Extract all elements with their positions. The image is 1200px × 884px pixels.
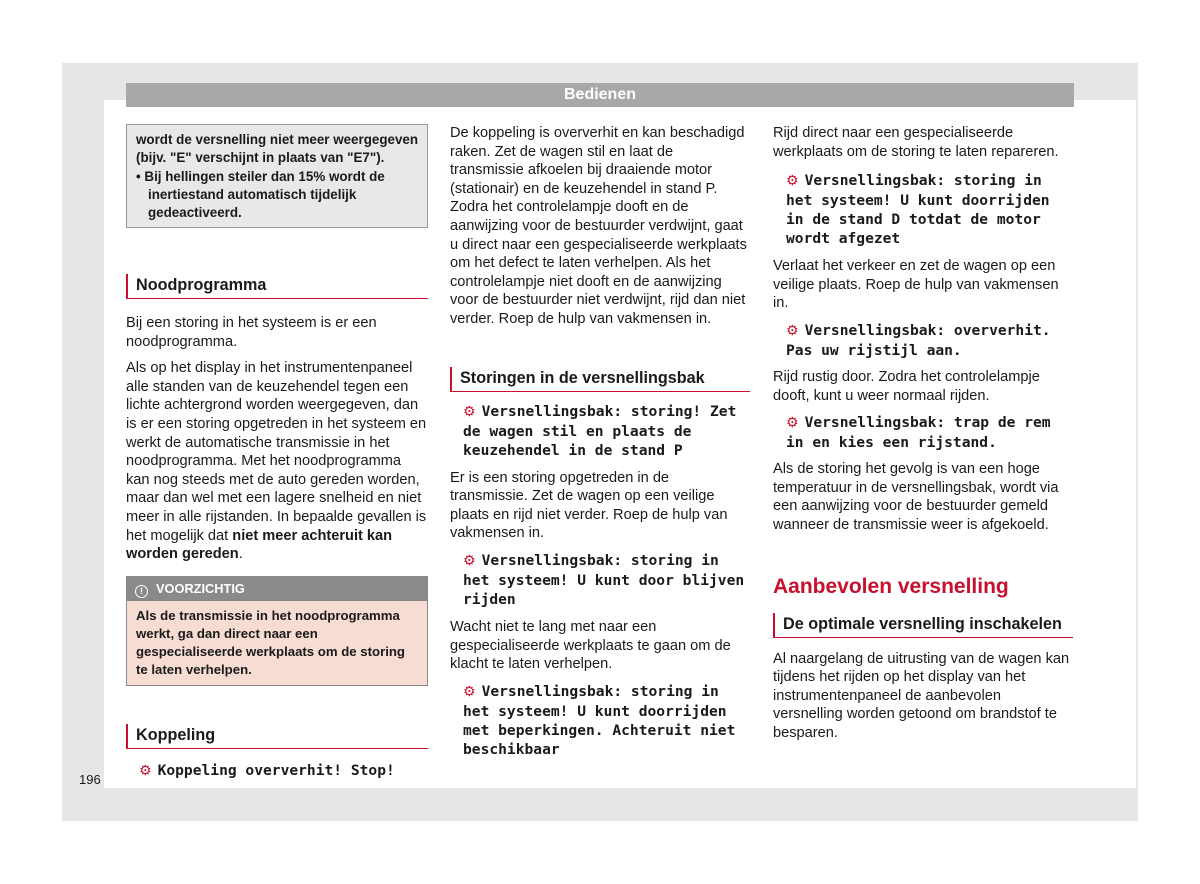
caution-text: Als de transmissie in het noodprogramma werkt, ga dan direct naar een gespecialiseerde werkplaats om de storing te laten verhelpen. <box>127 601 427 685</box>
paragraph: Er is een storing opgetreden in de transmissie. Zet de wagen op een veilige plaats en rijd niet verder. Roep de hulp van vakmensen in. <box>450 469 728 542</box>
warning-icon: ⚙ <box>463 683 476 700</box>
column-1 <box>126 124 428 781</box>
paragraph: Verlaat het verkeer en zet de wagen op een veilige plaats. Roep de hulp van vakmensen in. <box>773 258 1059 312</box>
column-2 <box>450 124 750 759</box>
section-heading-noodprogramma: Noodprogramma <box>126 274 428 299</box>
warning-icon: ⚙ <box>139 762 152 779</box>
warning-message: ⚙ Versnellingsbak: storing in het systeem! U kunt doorrijden met beperkingen. Achteruit niet beschikbaar <box>463 682 736 758</box>
paragraph: Als de storing het gevolg is van een hoge temperatuur in de versnellingsbak, wordt via een aanwijzing voor de bestuurder gemeld wanneer de transmissie weer is afgekoeld. <box>773 461 1059 533</box>
section-heading-optimale-versnelling: De optimale versnelling inschakelen <box>773 613 1073 638</box>
warning-message: ⚙ Versnellingsbak: storing in het systeem! U kunt doorrijden in de stand D totdat de motor wordt afgezet <box>786 172 1050 248</box>
paragraph: Rijd rustig door. Zodra het controlelampje dooft, kunt u weer normaal rijden. <box>773 368 1040 404</box>
warning-icon: ⚙ <box>786 173 799 190</box>
caution-icon: ! <box>135 585 148 598</box>
warning-icon: ⚙ <box>463 552 476 569</box>
warning-icon: ⚙ <box>786 322 799 339</box>
section-heading-storingen: Storingen in de versnellingsbak <box>450 367 750 392</box>
warning-message: ⚙ Koppeling oververhit! Stop! <box>139 761 395 779</box>
paragraph: Al naargelang de uitrusting van de wagen kan tijdens het rijden op het display van het instrumentenpaneel de aanbevolen versnelling worden getoond om brandstof te besparen. <box>773 650 1070 741</box>
note-text: wordt de versnelling niet meer weergegeven (bijv. "E" verschijnt in plaats van "E7"). <box>136 132 419 165</box>
paragraph: Rijd direct naar een gespecialiseerde werkplaats om de storing te laten repareren. <box>773 125 1059 160</box>
chapter-heading: Aanbevolen versnelling <box>773 574 1009 598</box>
page-number: 196 <box>79 772 101 787</box>
warning-message: ⚙ Versnellingsbak: oververhit. Pas uw rijstijl aan. <box>786 321 1051 359</box>
note-bullet: • Bij hellingen steiler dan 15% wordt de inertiestand automatisch tijdelijk gedeactiveerd. <box>136 169 385 220</box>
section-heading-koppeling: Koppeling <box>126 724 428 749</box>
paragraph: Als op het display in het instrumentenpaneel alle standen van de keuzehendel tegen een lichte achtergrond worden weergegeven, dan is er een storing opgetreden in het systeem en werkt de automatische transmissie in het noodprogramma. Met het noodprogramma kan nog steeds met de auto gereden worden, maar dan wel met een lagere snelheid en niet meer in alle rijstanden. In bepaalde gevallen is het mogelijk dat niet meer achteruit kan worden gereden. <box>126 360 427 563</box>
paragraph: Bij een storing in het systeem is er een noodprogramma. <box>126 315 377 350</box>
caution-box <box>126 576 428 686</box>
warning-icon: ⚙ <box>463 403 476 420</box>
warning-message: ⚙ Versnellingsbak: trap de rem in en kies een rijstand. <box>786 414 1051 452</box>
column-3 <box>773 124 1073 743</box>
page-header: Bedienen <box>126 83 1074 107</box>
caution-header: ! VOORZICHTIG <box>127 577 427 601</box>
warning-message: ⚙ Versnellingsbak: storing! Zet de wagen stil en plaats de keuzehendel in de stand P <box>463 402 737 459</box>
warning-message: ⚙ Versnellingsbak: storing in het systeem! U kunt door blijven rijden <box>463 551 745 608</box>
paragraph: De koppeling is oververhit en kan beschadigd raken. Zet de wagen stil en laat de transmissie afkoelen bij draaiende motor (stationair) en de keuzehendel in stand P. Zodra het controlelampje dooft en de aanwijzing voor de bestuurder verdwijnt, gaat u direct naar een gespecialiseerde werkplaats om het defect te laten verhelpen. Als het controlelampje niet dooft en de aanwijzing voor de bestuurder niet verdwijnt, rijd dan niet verder. Roep de hulp van vakmensen in. <box>450 125 747 327</box>
note-box <box>126 124 428 228</box>
paragraph: Wacht niet te lang met naar een gespecialiseerde werkplaats te gaan om de klacht te laten verhelpen. <box>450 618 731 673</box>
warning-icon: ⚙ <box>786 415 799 432</box>
